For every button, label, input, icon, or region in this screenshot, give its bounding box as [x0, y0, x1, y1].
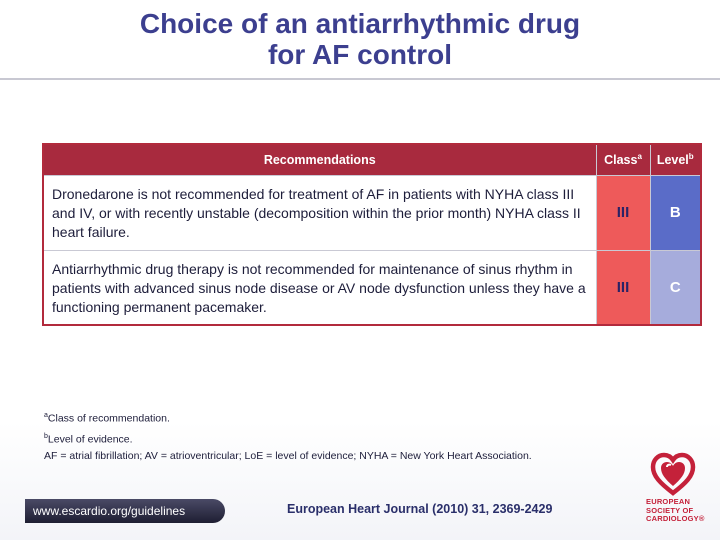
level-badge: B: [650, 175, 701, 250]
header-level: Level$^b$: [650, 144, 701, 175]
esc-logo-text: EUROPEAN SOCIETY OF CARDIOLOGY®: [646, 497, 705, 524]
journal-citation: European Heart Journal (2010) 31, 2369-2429: [287, 502, 553, 516]
recommendations-table: [42, 143, 702, 326]
header-class: Class$^a$: [596, 144, 650, 175]
footnote-abbreviations: AF = atrial fibrillation; AV = atrioventricular; LoE = level of evidence; NYHA = New York Heart Association.: [44, 450, 532, 462]
recommendation-text: Dronedarone is not recommended for treatment of AF in patients with NYHA class III and IV, or with recently unstable (decomposition within the prior month) NYHA class II heart failure.: [43, 175, 596, 250]
title-line-1: Choice of an antiarrhythmic drug: [139, 8, 581, 39]
guidelines-link[interactable]: www.escardio.org/guidelines: [25, 499, 225, 523]
footnote-level: $^b$Level of evidence.: [44, 432, 133, 445]
level-badge: C: [650, 250, 701, 325]
footnote-class: $^a$Class of recommendation.: [44, 412, 170, 425]
esc-logo: [640, 450, 710, 534]
header-recommendations: Recommendations: [43, 144, 596, 175]
table-header-row: [43, 144, 701, 175]
title-divider: [0, 78, 720, 80]
class-badge: III: [596, 175, 650, 250]
class-badge: III: [596, 250, 650, 325]
table-row: [43, 250, 701, 325]
heart-icon: [650, 452, 696, 496]
slide-title: [0, 8, 720, 70]
title-line-2: for AF control: [267, 39, 453, 70]
table-row: [43, 175, 701, 250]
footnotes: [44, 408, 644, 466]
recommendation-text: Antiarrhythmic drug therapy is not recommended for maintenance of sinus rhythm in patients with advanced sinus node disease or AV node dysfunction unless they have a functioning permanent pacemaker.: [43, 250, 596, 325]
